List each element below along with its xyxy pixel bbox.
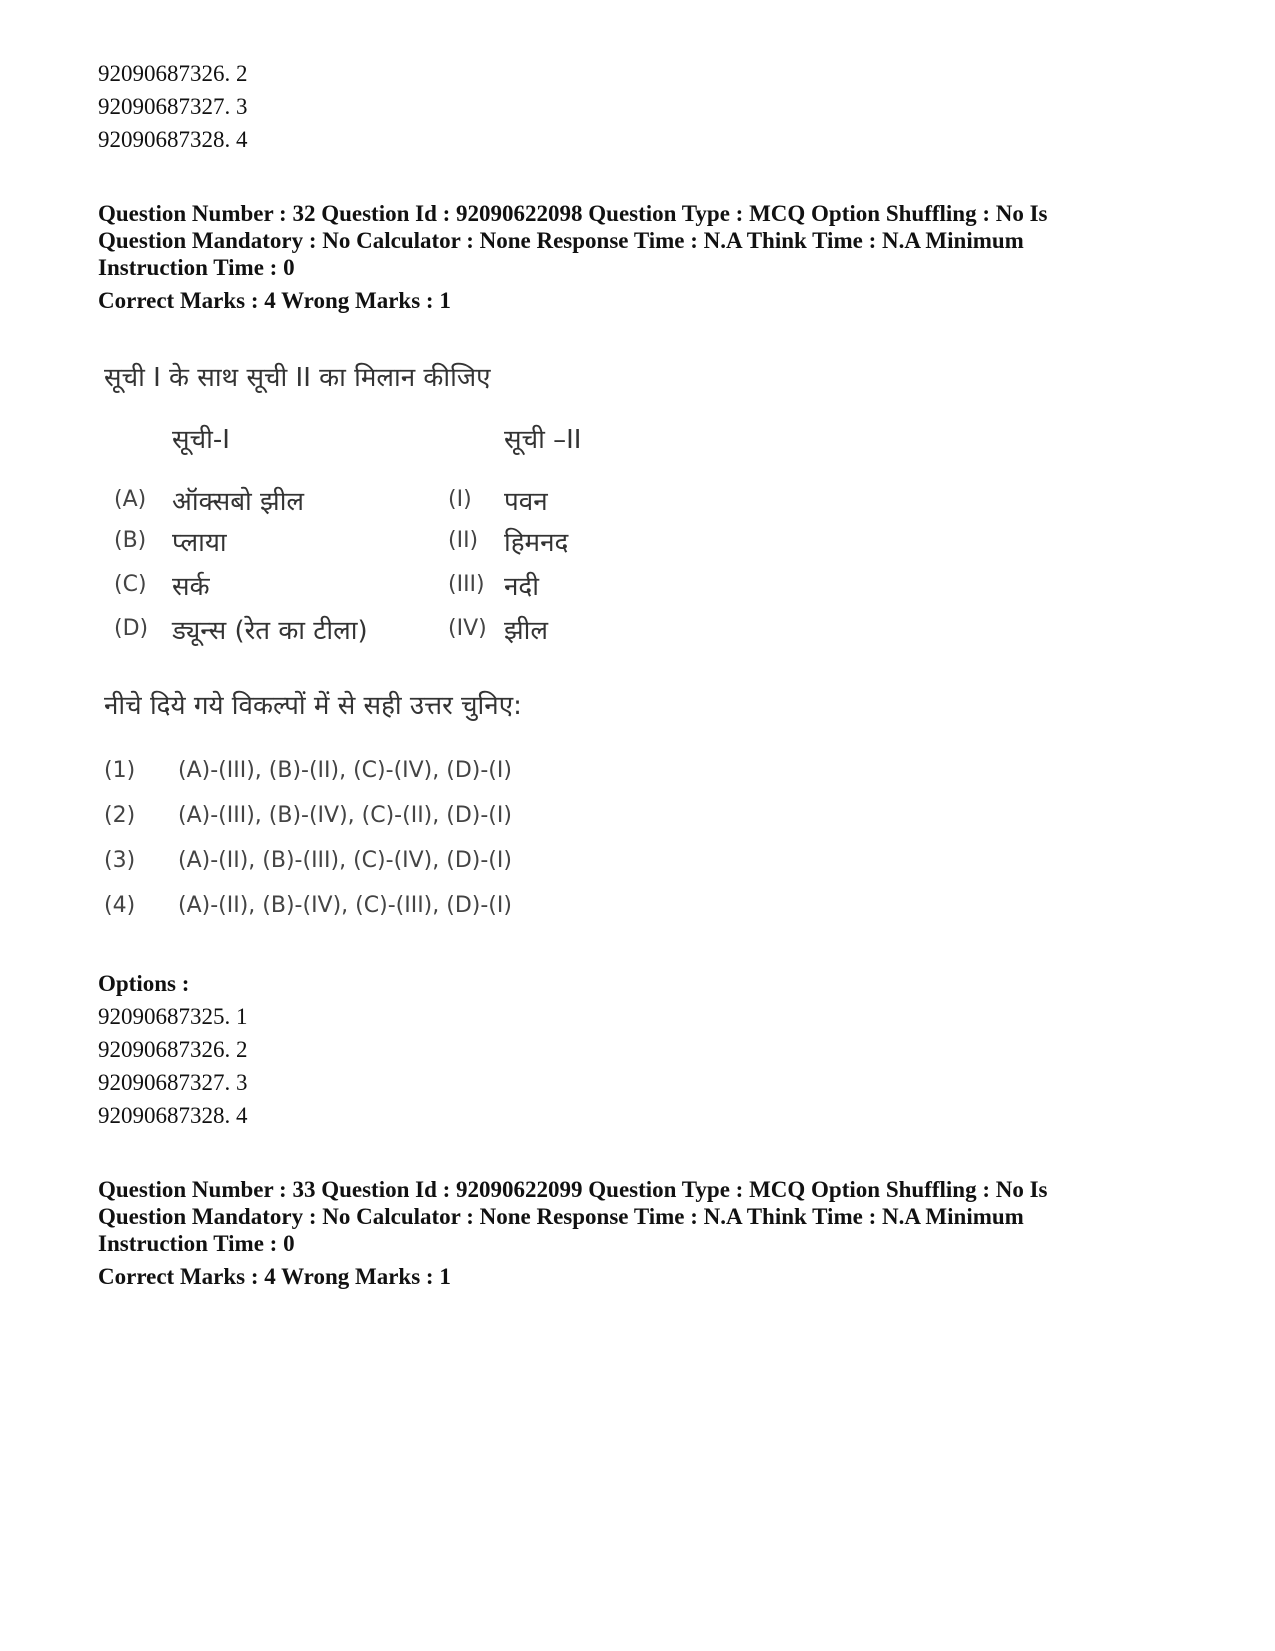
- marks-line: Correct Marks : 4 Wrong Marks : 1: [98, 1264, 451, 1289]
- choice-number: (1): [104, 758, 136, 783]
- list1-item: ऑक्सबो झील: [172, 487, 305, 517]
- choice-text: (A)-(III), (B)-(IV), (C)-(II), (D)-(I): [178, 803, 512, 828]
- question-instruction: सूची I के साथ सूची II का मिलान कीजिए: [104, 363, 491, 393]
- option-line: 92090687326. 2: [98, 1037, 248, 1062]
- list2-item: पवन: [504, 487, 548, 517]
- choice-text: (A)-(II), (B)-(IV), (C)-(III), (D)-(I): [178, 893, 512, 918]
- list2-label: (I): [448, 487, 472, 512]
- option-line: 92090687328. 4: [98, 1103, 248, 1128]
- list2-label: (II): [448, 528, 479, 553]
- question-header-line: Question Number : 33 Question Id : 92090622099 Question Type : MCQ Option Shuffling : No Is: [98, 1177, 1048, 1202]
- option-line: 92090687327. 3: [98, 1070, 248, 1095]
- option-line: 92090687325. 1: [98, 1004, 248, 1029]
- list1-header: सूची-I: [172, 425, 230, 455]
- option-line: 92090687328. 4: [98, 127, 248, 152]
- list1-item: प्लाया: [172, 528, 227, 558]
- list1-label: (C): [114, 572, 147, 597]
- option-line: 92090687327. 3: [98, 94, 248, 119]
- list1-label: (D): [114, 616, 149, 641]
- option-line: 92090687326. 2: [98, 61, 248, 86]
- list1-label: (B): [114, 528, 147, 553]
- question-header-line: Instruction Time : 0: [98, 1231, 295, 1256]
- question-header-line: Instruction Time : 0: [98, 255, 295, 280]
- list2-item: हिमनद: [504, 528, 569, 558]
- question-header-line: Question Number : 32 Question Id : 92090622098 Question Type : MCQ Option Shuffling : No Is: [98, 201, 1048, 226]
- list1-label: (A): [114, 487, 147, 512]
- choice-text: (A)-(II), (B)-(III), (C)-(IV), (D)-(I): [178, 848, 512, 873]
- list2-header: सूची –II: [504, 425, 582, 455]
- marks-line: Correct Marks : 4 Wrong Marks : 1: [98, 288, 451, 313]
- list2-item: नदी: [504, 572, 539, 602]
- choose-instruction: नीचे दिये गये विकल्पों में से सही उत्तर चुनिए:: [104, 691, 522, 721]
- list2-item: झील: [504, 616, 549, 646]
- choice-number: (2): [104, 803, 136, 828]
- list2-label: (IV): [448, 616, 487, 641]
- list2-label: (III): [448, 572, 485, 597]
- question-header-line: Question Mandatory : No Calculator : None Response Time : N.A Think Time : N.A Minimum: [98, 1204, 1024, 1229]
- list1-item: सर्क: [172, 572, 210, 602]
- choice-number: (3): [104, 848, 136, 873]
- options-label: Options :: [98, 971, 190, 996]
- question-header-line: Question Mandatory : No Calculator : None Response Time : N.A Think Time : N.A Minimum: [98, 228, 1024, 253]
- list1-item: ड्यून्स (रेत का टीला): [172, 616, 368, 646]
- choice-number: (4): [104, 893, 136, 918]
- choice-text: (A)-(III), (B)-(II), (C)-(IV), (D)-(I): [178, 758, 512, 783]
